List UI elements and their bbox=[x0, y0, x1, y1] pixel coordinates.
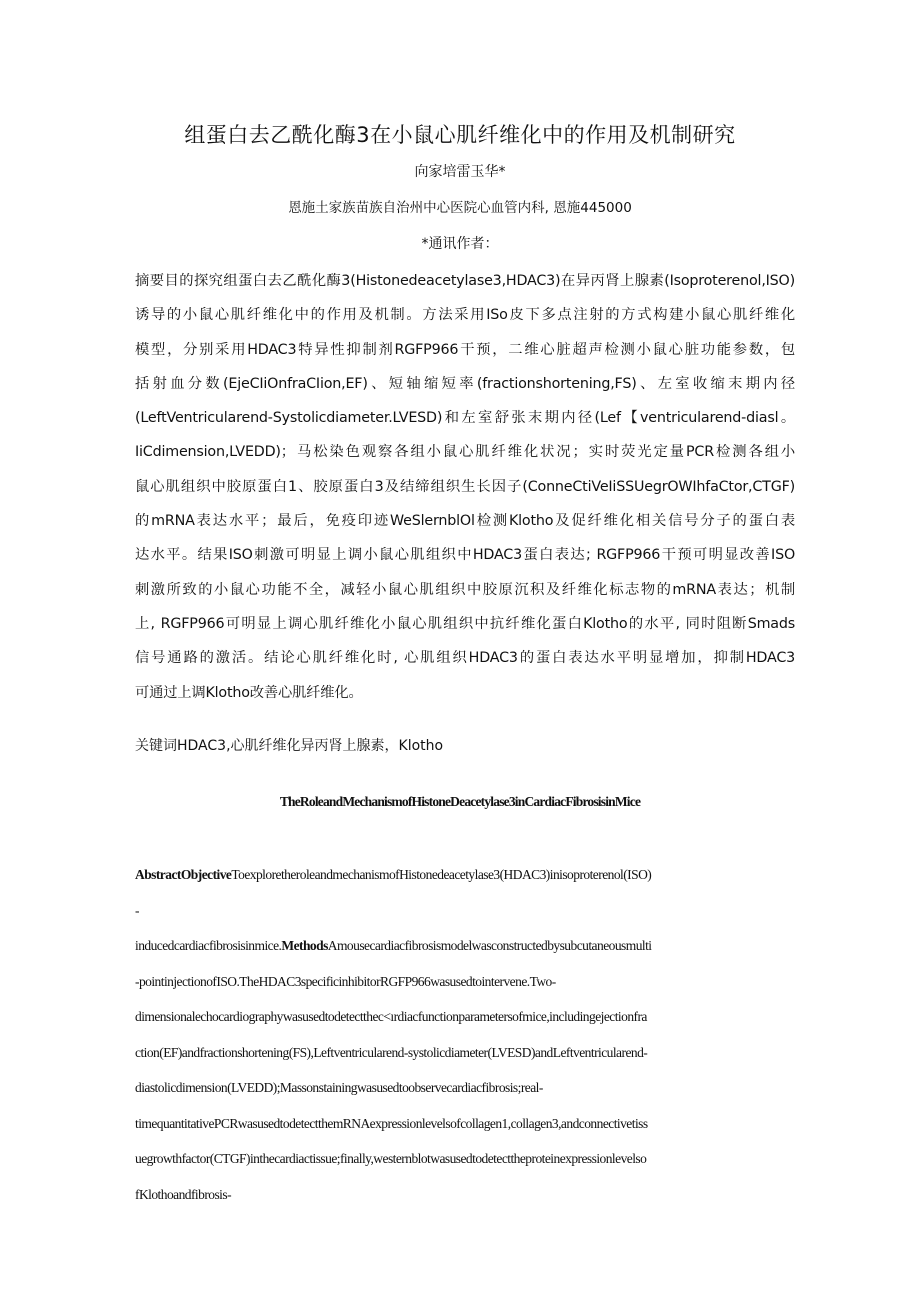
abstract-en-line: diastolicdimension(LVEDD);Massonstainingwasusedtoobservecardiacfibrosis;real- bbox=[135, 1080, 543, 1095]
abstract-cn-line: 诱导的小鼠心肌纤维化中的作用及机制。方法采用ISo皮下多点注射的方式构建小鼠心肌纤维化 bbox=[135, 307, 795, 324]
abstract-cn-line-last: 可通过上调Klotho改善心肌纤维化。 bbox=[135, 684, 363, 701]
author-list: 向家培雷玉华* bbox=[414, 164, 506, 180]
corresponding-author-note: *通讯作者： bbox=[421, 236, 499, 252]
methods-text: Amousecardiacfibrosismodelwasconstructedbysubcutaneousmulti bbox=[327, 938, 652, 953]
abstract-en-line bbox=[135, 932, 795, 968]
abstract-en-line: dimensionalechocardiographywasusedtodetectthec<ırdiacfunctionparametersofmice,includingejectionfra bbox=[135, 1009, 647, 1024]
abstract-cn-line: 括射血分数(EjeCIiOnfraCIion,EF)、短轴缩短率(fractionshortening,FS)、左室收缩末期内径 bbox=[135, 375, 795, 392]
abstract-cn-line: (LeftVentricularend-Systolicdiameter.LVESD)和左室舒张末期内径(Lef【ventricularend-diasl。 bbox=[135, 410, 795, 427]
abstract-cn-line: 上, RGFP966可明显上调心肌纤维化小鼠心肌组织中抗纤维化蛋白Klotho的水平, 同时阻断Smads bbox=[135, 615, 795, 632]
abstract-en-line: -pointinjectionofISO.TheHDAC3specificinhibitorRGFP966wasusedtointervene.Two- bbox=[135, 973, 556, 989]
abstract-en-line: ction(EF)andfractionshortening(FS),Leftventricularend-systolicdiameter(LVESD)andLeftventricularend- bbox=[135, 1044, 648, 1060]
abstract-en-line: timequantitativePCRwasusedtodetectthemRNAexpressionlevelsofcollagen1,collagen3,andconnectivetiss bbox=[135, 1115, 648, 1131]
abstract-cn-line: 刺激所致的小鼠心功能不全，减轻小鼠心肌组织中胶原沉积及纤维化标志物的mRNA表达；机制 bbox=[135, 581, 795, 598]
methods-label: Methods bbox=[281, 938, 328, 953]
abstract-en-line: uegrowthfactor(CTGF)inthecardiactissue;finally,westernblotwasusedtodetecttheproteinexpressionlevelso bbox=[135, 1151, 647, 1166]
keywords-chinese: 关键词HDAC3,心肌纤维化异丙肾上腺素，Klotho bbox=[135, 738, 444, 754]
affiliation: 恩施土家族苗族自治州中心医院心血管内科, 恩施445000 bbox=[288, 200, 632, 216]
abstract-cn-line: 信号通路的激活。结论心肌纤维化时, 心肌组织HDAC3的蛋白表达水平明显增加，抑制HDAC3 bbox=[135, 650, 795, 667]
abstract-label: Abstract bbox=[135, 867, 181, 882]
abstract-cn-line: 鼠心肌组织中胶原蛋白1、胶原蛋白3及结缔组织生长因子(ConneCtiVeIiSSUegrOWIhfaCtor,CTGF) bbox=[135, 478, 795, 495]
abstract-en-line: fKlothoandfibrosis- bbox=[135, 1186, 232, 1202]
abstract-cn-line: 模型，分别采用HDAC3特异性抑制剂RGFP966干预，二维心脏超声检测小鼠心脏功能参数，包 bbox=[135, 341, 795, 358]
abstract-chinese bbox=[135, 266, 795, 712]
objective-text: ToexploretheroleandmechanismofHistonedeacetylase3(HDAC3)inisoproterenol(ISO) bbox=[231, 867, 652, 882]
abstract-cn-line: 的mRNA表达水平；最后，免疫印迹WeSlernblOl检测Klotho及促纤维化相关信号分子的蛋白表 bbox=[135, 513, 795, 530]
objective-text-end: inducedcardiacfibrosisinmice. bbox=[135, 938, 282, 953]
objective-label: Objective bbox=[180, 867, 232, 882]
paper-title: 组蛋白去乙酰化酶3在小鼠心肌纤维化中的作用及机制研究 bbox=[184, 123, 736, 147]
abstract-english bbox=[135, 861, 795, 1216]
abstract-en-line bbox=[135, 861, 795, 897]
abstract-cn-line: 达水平。结果ISO刺激可明显上调小鼠心肌组织中HDAC3蛋白表达; RGFP966干预可明显改善ISO bbox=[135, 547, 795, 564]
abstract-cn-line: 摘要目的探究组蛋白去乙酰化酶3(Histonedeacetylase3,HDAC3)在异丙肾上腺素(Isoproterenol,ISO) bbox=[135, 273, 795, 289]
abstract-en-line: - bbox=[135, 902, 139, 918]
abstract-cn-line: IiCdimension,LVEDD)；马松染色观察各组小鼠心肌纤维化状况；实时荧光定量PCR检测各组小 bbox=[135, 444, 795, 461]
english-title: TheRoleandMechanismofHistoneDeacetylase3inCardiacFibrosisinMice bbox=[279, 794, 641, 809]
